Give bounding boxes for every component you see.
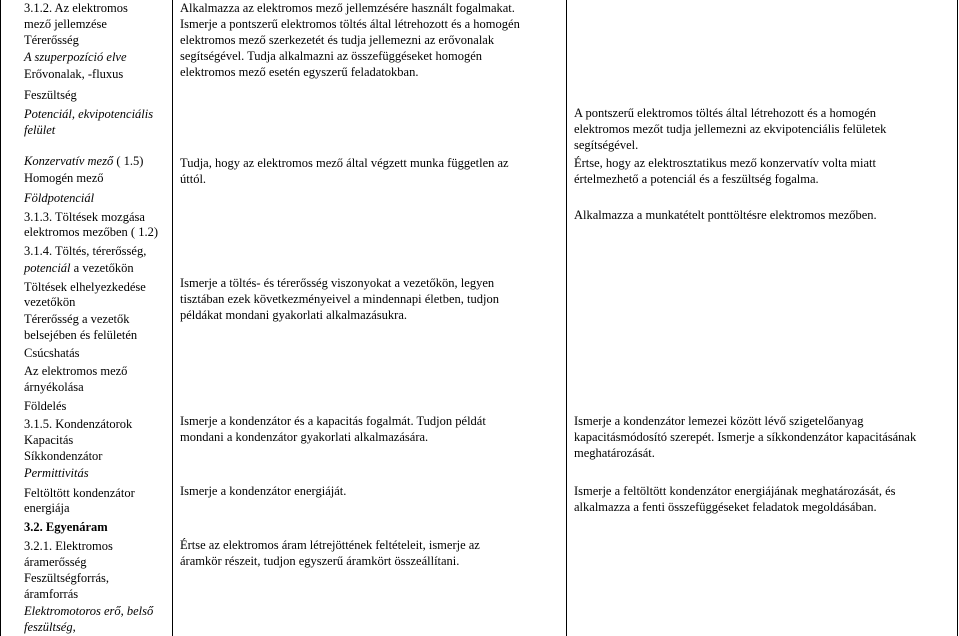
topic-line: 3.2.1. Elektromos: [24, 539, 113, 553]
topic-line: Kapacitás: [24, 433, 74, 447]
advanced-requirement-line: Ismerje a kondenzátor lemezei között lévő szigetelőanyag: [574, 414, 864, 428]
advanced-requirements-column: [566, 0, 957, 636]
requirement-line: Értse az elektromos áram létrejöttének feltételeit, ismerje az: [180, 538, 480, 552]
topic-line: feszültség,: [24, 620, 76, 634]
topics-column: [0, 0, 172, 636]
topic-line: Feltöltött kondenzátor: [24, 486, 135, 500]
requirement-line: Alkalmazza az elektromos mező jellemzésére használt fogalmakat.: [180, 1, 515, 15]
topic-line: Feszültségforrás,: [24, 571, 110, 585]
advanced-requirement-line: Értse, hogy az elektrosztatikus mező konzervatív volta miatt: [574, 156, 876, 170]
advanced-requirement-line: meghatározását.: [574, 446, 655, 460]
requirement-line: úttól.: [180, 172, 207, 186]
topic-line: áramforrás: [24, 587, 79, 601]
advanced-requirement-line: Alkalmazza a munkatételt ponttöltésre elektromos mezőben.: [574, 208, 877, 222]
topic-line: Csúcshatás: [24, 346, 80, 360]
topic-line: energiája: [24, 501, 70, 515]
topic-line: Földpotenciál: [24, 191, 95, 205]
advanced-requirement-line: kapacitásmódosító szerepét. Ismerje a síkkondenzátor kapacitásának: [574, 430, 917, 444]
topic-line-italic-part: potenciál: [24, 261, 71, 275]
advanced-requirement-line: Ismerje a feltöltött kondenzátor energiájának meghatározását, és: [574, 484, 896, 498]
topic-line: Töltések elhelyezkedése: [24, 280, 146, 294]
topic-line: elektromos mezőben ( 1.2): [24, 225, 158, 239]
topic-line-italic-part: Konzervatív mező: [24, 154, 114, 168]
topic-line: Elektromotoros erő, belső: [24, 604, 154, 618]
topic-line: Erővonalak, -fluxus: [24, 67, 124, 81]
topic-line: A szuperpozíció elve: [24, 50, 127, 64]
advanced-requirement-line: elektromos mezőt tudja jellemezni az ekvipotenciális felületek: [574, 122, 887, 136]
topic-line: [24, 260, 134, 277]
topic-line: Homogén mező: [24, 171, 104, 185]
topic-line: 3.1.3. Töltések mozgása: [24, 210, 145, 224]
requirement-line: elektromos mező esetén egyszerű feladatokban.: [180, 65, 419, 79]
topic-line: Síkkondenzátor: [24, 449, 103, 463]
requirement-line: Ismerje a töltés- és térerősség viszonyokat a vezetőkön, legyen: [180, 276, 495, 290]
topic-line: Földelés: [24, 399, 67, 413]
column-divider-right-border: [957, 0, 958, 636]
topic-line: felület: [24, 123, 56, 137]
requirement-line: mondani a kondenzátor gyakorlati alkalmazására.: [180, 430, 429, 444]
advanced-requirement-line: segítségével.: [574, 138, 639, 152]
requirement-line: tisztában ezek következményeivel a mindennapi életben, tudjon: [180, 292, 499, 306]
requirement-line: Ismerje a pontszerű elektromos töltés által létrehozott és a homogén: [180, 17, 520, 31]
topic-line: Permittivitás: [24, 466, 89, 480]
topic-line: áramerősség: [24, 555, 87, 569]
topic-line: vezetőkön: [24, 295, 76, 309]
requirement-line: áramkör részeit, tudjon egyszerű áramkört összeállítani.: [180, 554, 460, 568]
topic-line: mező jellemzése: [24, 17, 107, 31]
requirements-column: [172, 0, 566, 636]
topic-line: Az elektromos mező: [24, 364, 128, 378]
topic-line: Térerősség: [24, 33, 79, 47]
topic-line: [24, 153, 143, 170]
requirement-line: példákat mondani gyakorlati alkalmazásukra.: [180, 308, 407, 322]
requirement-line: Ismerje a kondenzátor és a kapacitás fogalmát. Tudjon példát: [180, 414, 486, 428]
topic-line: Potenciál, ekvipotenciális: [24, 107, 154, 121]
topic-line: 3.1.4. Töltés, térerősség,: [24, 244, 147, 258]
advanced-requirement-line: alkalmazza a fenti összefüggéseket feladatok megoldásában.: [574, 500, 877, 514]
advanced-requirement-line: A pontszerű elektromos töltés által létrehozott és a homogén: [574, 106, 877, 120]
advanced-requirement-line: értelmezhető a potenciál és a feszültség fogalma.: [574, 172, 819, 186]
topic-line-suffix: ( 1.5): [113, 154, 144, 168]
section-heading: 3.2. Egyenáram: [24, 520, 108, 534]
topic-line: 3.1.5. Kondenzátorok: [24, 417, 133, 431]
requirement-line: Tudja, hogy az elektromos mező által végzett munka független az: [180, 156, 509, 170]
requirement-line: segítségével. Tudja alkalmazni az összefüggéseket homogén: [180, 49, 483, 63]
topic-line: Feszültség: [24, 88, 77, 102]
topic-line-suffix: a vezetőkön: [70, 261, 134, 275]
requirement-line: elektromos mező szerkezetét és tudja jellemezni az erővonalak: [180, 33, 495, 47]
requirement-line: Ismerje a kondenzátor energiáját.: [180, 484, 347, 498]
topic-line: árnyékolása: [24, 380, 84, 394]
topic-line: Térerősség a vezetők: [24, 312, 130, 326]
topic-line: belsejében és felületén: [24, 328, 138, 342]
topic-line: 3.1.2. Az elektromos: [24, 1, 128, 15]
